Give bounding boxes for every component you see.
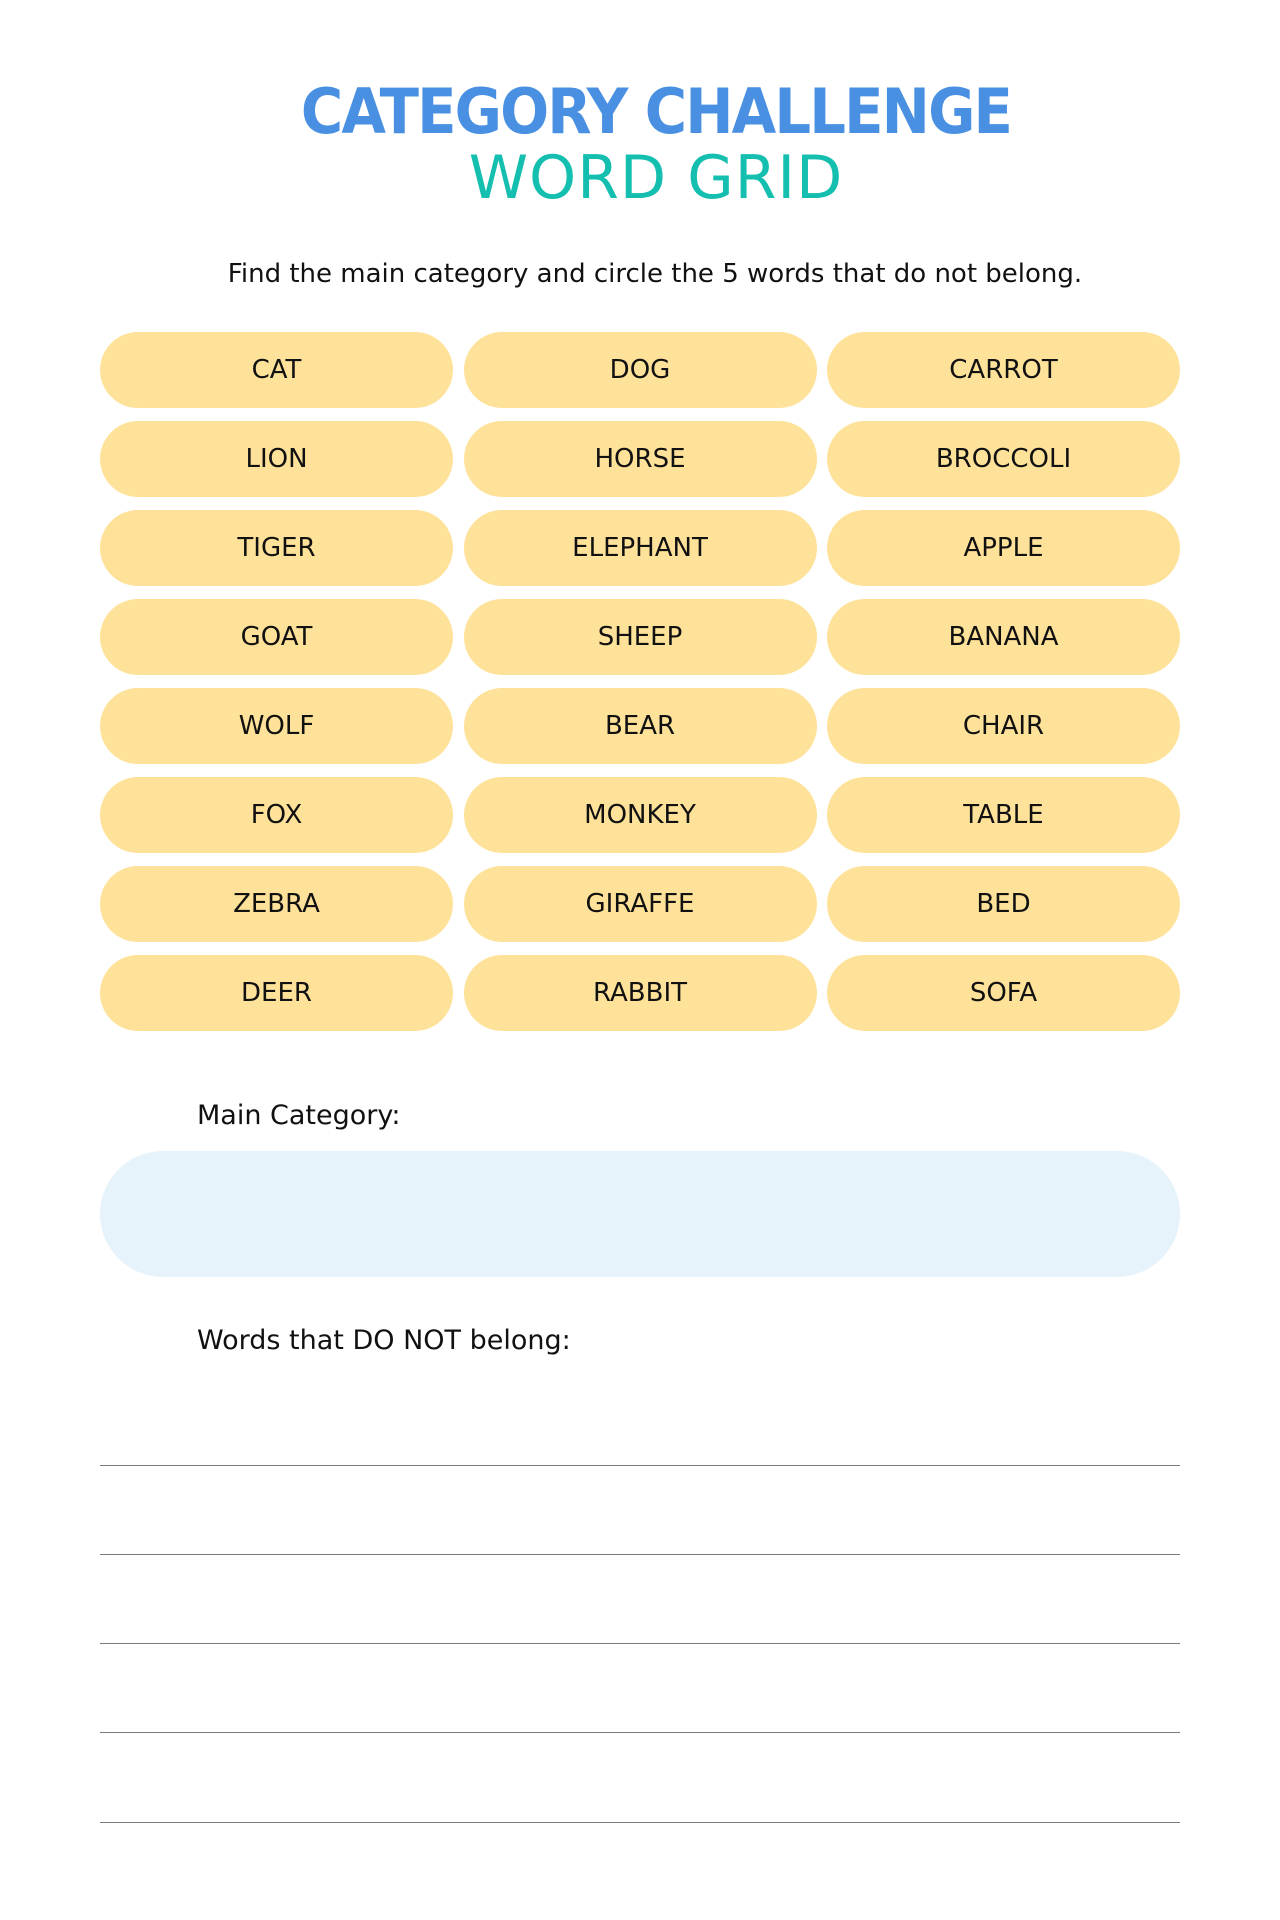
page-subtitle: WORD GRID <box>468 143 844 213</box>
word-pill[interactable]: RABBIT <box>464 955 817 1031</box>
word-pill[interactable]: GOAT <box>100 599 453 675</box>
main-category-field[interactable] <box>100 1151 1180 1277</box>
page-title: CATEGORY CHALLENGE <box>300 75 1012 148</box>
word-pill[interactable]: SOFA <box>827 955 1180 1031</box>
word-pill[interactable]: LION <box>100 421 453 497</box>
main-category-label: Main Category: <box>197 1100 401 1131</box>
word-pill[interactable]: MONKEY <box>464 777 817 853</box>
instruction-text: Find the main category and circle the 5 words that do not belong. <box>227 259 1083 289</box>
word-pill[interactable]: TABLE <box>827 777 1180 853</box>
word-pill[interactable]: BED <box>827 866 1180 942</box>
answer-line-1[interactable] <box>100 1465 1180 1466</box>
word-pill[interactable]: ELEPHANT <box>464 510 817 586</box>
answer-line-5[interactable] <box>100 1822 1180 1823</box>
word-pill[interactable]: DEER <box>100 955 453 1031</box>
word-pill[interactable]: CARROT <box>827 332 1180 408</box>
word-pill[interactable]: SHEEP <box>464 599 817 675</box>
word-pill[interactable]: ZEBRA <box>100 866 453 942</box>
word-pill[interactable]: TIGER <box>100 510 453 586</box>
word-pill[interactable]: CHAIR <box>827 688 1180 764</box>
word-pill[interactable]: CAT <box>100 332 453 408</box>
word-pill[interactable]: DOG <box>464 332 817 408</box>
word-pill[interactable]: WOLF <box>100 688 453 764</box>
word-pill[interactable]: HORSE <box>464 421 817 497</box>
word-pill[interactable]: GIRAFFE <box>464 866 817 942</box>
answer-line-4[interactable] <box>100 1732 1180 1733</box>
word-pill[interactable]: APPLE <box>827 510 1180 586</box>
answer-line-3[interactable] <box>100 1643 1180 1644</box>
word-grid <box>100 332 1180 1031</box>
answer-line-2[interactable] <box>100 1554 1180 1555</box>
word-pill[interactable]: BROCCOLI <box>827 421 1180 497</box>
word-pill[interactable]: FOX <box>100 777 453 853</box>
word-pill[interactable]: BANANA <box>827 599 1180 675</box>
word-pill[interactable]: BEAR <box>464 688 817 764</box>
words-not-belong-label: Words that DO NOT belong: <box>197 1325 571 1356</box>
